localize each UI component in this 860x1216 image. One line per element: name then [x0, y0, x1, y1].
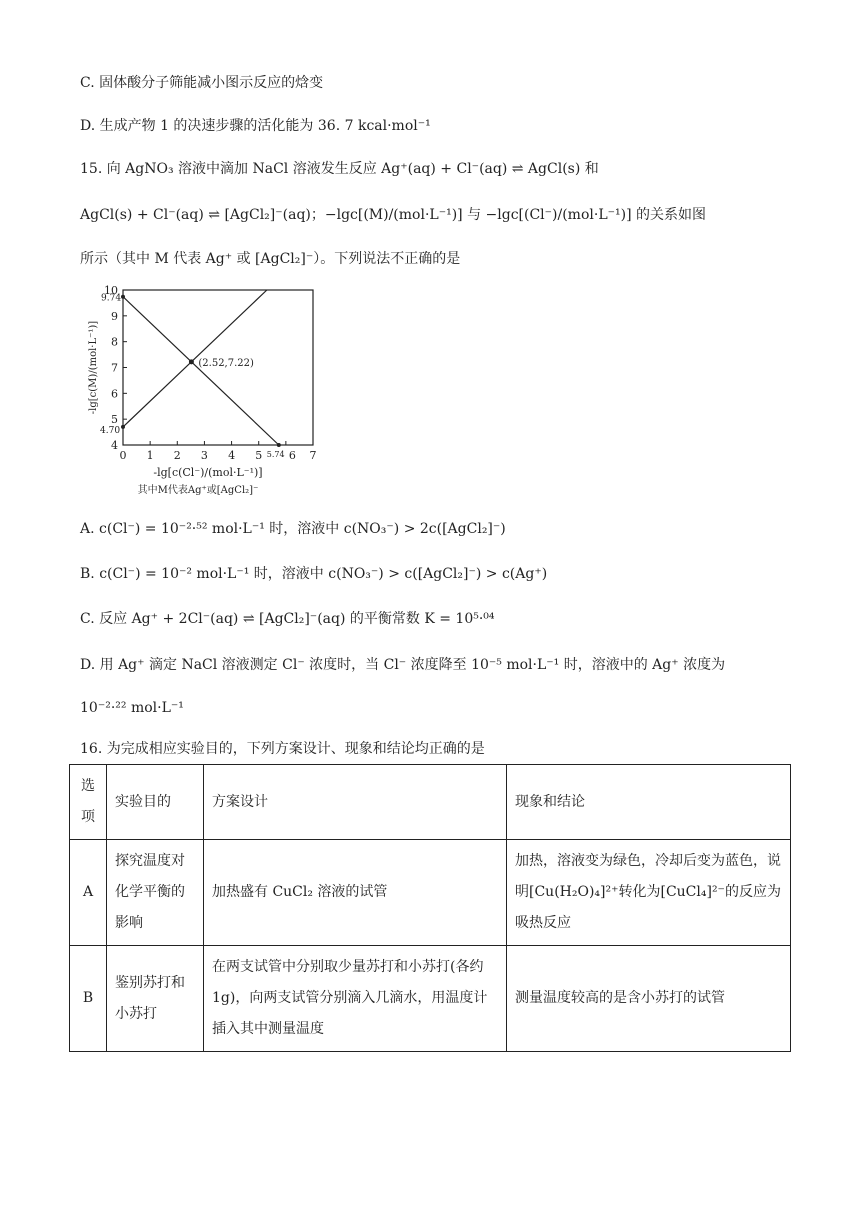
option-c-prev: C. 固体酸分子筛能减小图示反应的焓变 — [80, 75, 324, 91]
table-row — [70, 946, 791, 1052]
intersection-label: (2.52,7.22) — [198, 357, 254, 369]
q15-option-d-cont: 10⁻²·²² mol·L⁻¹ — [80, 700, 184, 716]
q15-option-c: C. 反应 Ag⁺ + 2Cl⁻(aq) ⇌ [AgCl₂]⁻(aq) 的平衡常数 K = 10⁵·⁰⁴ — [80, 611, 495, 627]
intersection-point — [189, 359, 194, 364]
q16-stem: 16. 为完成相应实验目的，下列方案设计、现象和结论均正确的是 — [80, 741, 485, 757]
row-b-purpose: 鉴别苏打和小苏打 — [107, 946, 204, 1052]
q15-chart — [80, 280, 340, 505]
header-result: 现象和结论 — [507, 765, 791, 840]
row-b-result: 测量温度较高的是含小苏打的试管 — [507, 946, 791, 1052]
y-tick-label: 6 — [111, 387, 118, 401]
point-4-70 — [121, 425, 125, 429]
x-tick-label: 1 — [146, 449, 154, 462]
x-tick-label: 3 — [200, 449, 208, 462]
x-tick-label: 0 — [119, 449, 127, 462]
x-tick-label: 5 — [255, 449, 263, 462]
y-tick-label: 10 — [104, 284, 118, 297]
point-9-74 — [121, 295, 125, 299]
row-b-option: B — [70, 946, 107, 1052]
q15-stem-line2: AgCl(s) + Cl⁻(aq) ⇌ [AgCl₂]⁻(aq)；−lgc[(M)/(mol·L⁻¹)] 与 −lgc[(Cl⁻)/(mol·L⁻¹)] 的关系如图 — [80, 207, 706, 223]
x-tick-label: 4 — [228, 449, 236, 462]
y-axis-label: -lg[c(M)/(mol·L⁻¹)] — [88, 320, 99, 415]
option-d-prev: D. 生成产物 1 的决速步骤的活化能为 36. 7 kcal·mol⁻¹ — [80, 118, 431, 134]
point-5-74 — [277, 443, 281, 447]
q16-table — [69, 764, 791, 1052]
header-design: 方案设计 — [204, 765, 507, 840]
row-b-design: 在两支试管中分别取少量苏打和小苏打(各约 1g)，向两支试管分别滴入几滴水，用温度计插入其中测量温度 — [204, 946, 507, 1052]
y-tick-label: 9 — [111, 309, 118, 323]
row-a-purpose: 探究温度对化学平衡的影响 — [107, 840, 204, 946]
label-9-74: 9.74 — [101, 293, 122, 304]
table-row — [70, 840, 791, 946]
row-a-option: A — [70, 840, 107, 946]
header-option: 选项 — [70, 765, 107, 840]
q15-stem-line3: 所示（其中 M 代表 Ag⁺ 或 [AgCl₂]⁻）。下列说法不正确的是 — [80, 251, 461, 267]
label-4-70: 4.70 — [100, 425, 121, 436]
chart-caption: 其中M代表Ag⁺或[AgCl₂]⁻ — [137, 485, 259, 496]
label-5-74: 5.74 — [266, 450, 285, 459]
x-tick-label: 6 — [288, 449, 296, 462]
y-tick-label: 7 — [111, 361, 118, 375]
x-tick-label: 7 — [309, 449, 317, 462]
row-a-design: 加热盛有 CuCl₂ 溶液的试管 — [204, 840, 507, 946]
q15-option-d: D. 用 Ag⁺ 滴定 NaCl 溶液测定 Cl⁻ 浓度时，当 Cl⁻ 浓度降至 10⁻⁵ mol·L⁻¹ 时，溶液中的 Ag⁺ 浓度为 — [80, 657, 726, 673]
x-tick-label: 2 — [173, 449, 181, 462]
row-a-result: 加热，溶液变为绿色，冷却后变为蓝色，说明[Cu(H₂O)₄]²⁺转化为[CuCl₄]²⁻的反应为吸热反应 — [507, 840, 791, 946]
y-tick-label: 4 — [111, 439, 118, 452]
series-line-1 — [123, 297, 279, 445]
table-header-row — [70, 765, 791, 840]
q15-stem-line1: 15. 向 AgNO₃ 溶液中滴加 NaCl 溶液发生反应 Ag⁺(aq) + Cl⁻(aq) ⇌ AgCl(s) 和 — [80, 161, 599, 177]
header-purpose: 实验目的 — [107, 765, 204, 840]
y-tick-label: 8 — [111, 335, 118, 349]
x-axis-label: -lg[c(Cl⁻)/(mol·L⁻¹)] — [153, 466, 263, 479]
q15-option-b: B. c(Cl⁻) = 10⁻² mol·L⁻¹ 时，溶液中 c(NO₃⁻) > c([AgCl₂]⁻) > c(Ag⁺) — [80, 566, 548, 582]
y-tick-label: 5 — [111, 413, 118, 427]
q15-option-a: A. c(Cl⁻) = 10⁻²·⁵² mol·L⁻¹ 时，溶液中 c(NO₃⁻) > 2c([AgCl₂]⁻) — [80, 521, 506, 537]
